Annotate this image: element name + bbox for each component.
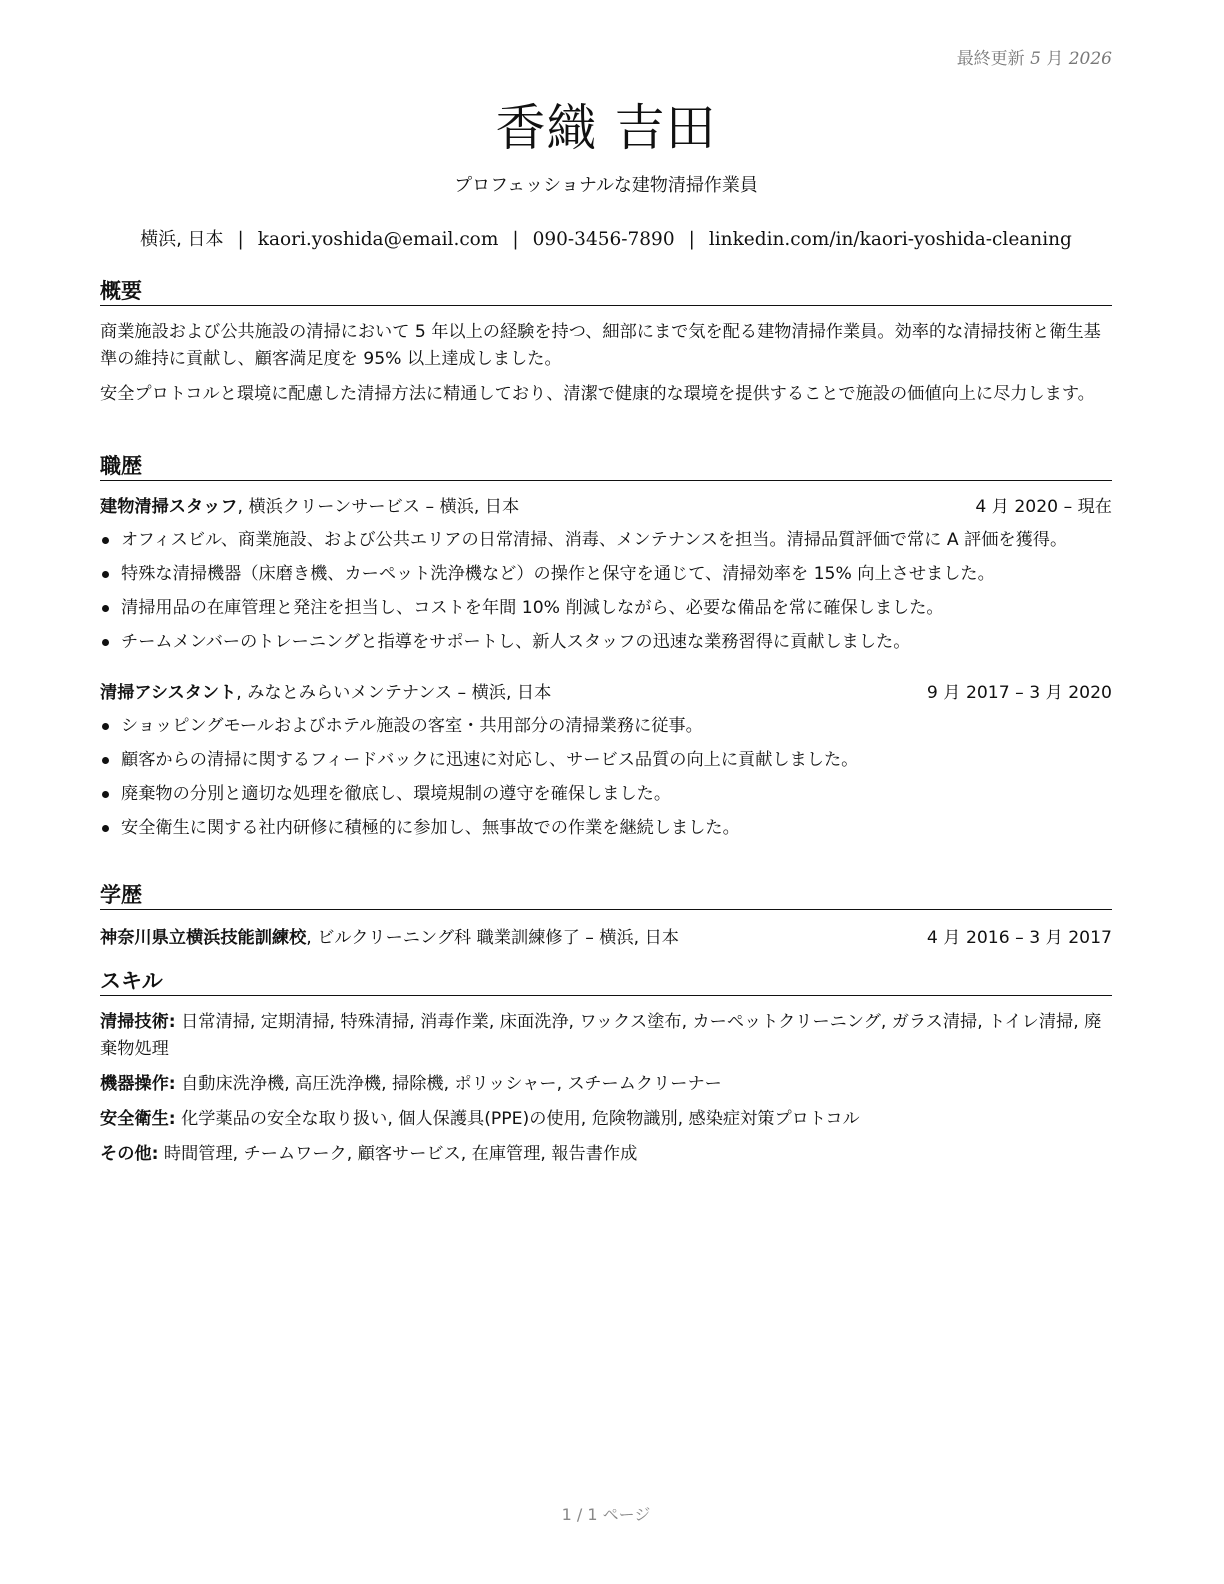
job-role: 建物清掃スタッフ [100,497,238,517]
last-updated-year: 2026 [1068,49,1112,69]
job-bullets [100,713,1112,842]
last-updated-label: 最終更新 [956,49,1025,69]
contact-linkedin[interactable]: linkedin.com/in/kaori-yoshida-cleaning [708,229,1072,250]
skill-row [100,1106,1112,1133]
contact-separator: | [237,229,244,250]
contact-line [100,225,1112,251]
summary-title: 概要 [100,277,1112,306]
job-company: , みなとみらいメンテナンス – 横浜, 日本 [236,683,552,703]
skill-value: 化学薬品の安全な取り扱い, 個人保護具(PPE)の使用, 危険物識別, 感染症対策プロトコル [175,1109,860,1129]
bullet-icon [102,537,109,544]
resume-page [100,0,1112,1584]
skill-label: 安全衛生: [100,1109,176,1129]
job-company: , 横浜クリーンサービス – 横浜, 日本 [237,497,520,517]
list-item [100,595,1112,622]
candidate-name: 香織 吉田 [495,99,717,157]
education-title: 学歴 [100,881,1112,910]
skills-section [100,967,1112,1168]
summary-paragraph: 商業施設および公共施設の清掃において 5 年以上の経験を持つ、細部にまで気を配る建物清掃作業員。効率的な清掃技術と衛生基準の維持に貢献し、顧客満足度を 95% 以上達成しました。 [100,322,1101,369]
job-header [100,680,1112,707]
contact-location: 横浜, 日本 [140,229,224,250]
list-item [100,815,1112,842]
list-item [100,527,1112,554]
bullet-text: チームメンバーのトレーニングと指導をサポートし、新人スタッフの迅速な業務習得に貢献しました。 [121,632,911,652]
contact-phone: 090-3456-7890 [532,229,675,250]
bullet-text: 廃棄物の分別と適切な処理を徹底し、環境規制の遵守を確保しました。 [121,784,672,804]
bullet-text: 清掃用品の在庫管理と発注を担当し、コストを年間 10% 削減しながら、必要な備品を常に確保しました。 [121,598,944,618]
job-dates: 4 月 2020 – 現在 [975,497,1112,517]
bullet-text: 特殊な清掃機器（床磨き機、カーペット洗浄機など）の操作と保守を通じて、清掃効率を 15% 向上させました。 [121,564,995,584]
education-dates: 4 月 2016 – 3 月 2017 [926,928,1112,948]
skill-label: その他: [100,1144,159,1164]
summary-section [100,277,1112,408]
contact-email[interactable]: kaori.yoshida@email.com [257,229,499,250]
job-role: 清掃アシスタント [100,683,237,703]
bullet-icon [102,723,109,730]
bullet-text: ショッピングモールおよびホテル施設の客室・共用部分の清掃業務に従事。 [121,716,703,736]
skill-value: 自動床洗浄機, 高圧洗浄機, 掃除機, ポリッシャー, スチームクリーナー [175,1074,722,1094]
education-section [100,881,1112,952]
education-entry [100,925,1112,952]
contact-separator: | [688,229,695,250]
contact-separator: | [512,229,519,250]
education-program: , ビルクリーニング科 職業訓練修了 – 横浜, 日本 [306,928,679,948]
bullet-text: 安全衛生に関する社内研修に積極的に参加し、無事故での作業を継続しました。 [121,818,740,838]
summary-paragraph: 安全プロトコルと環境に配慮した清掃方法に精通しており、清潔で健康的な環境を提供することで施設の価値向上に尽力します。 [100,384,1095,404]
last-updated-month-unit: 月 [1046,49,1064,69]
list-item [100,629,1112,656]
last-updated [957,44,1112,69]
bullet-icon [102,571,109,578]
list-item [100,747,1112,774]
last-updated-month: 5 [1030,49,1041,69]
skill-label: 清掃技術: [100,1012,176,1032]
experience-section [100,452,1112,842]
education-school: 神奈川県立横浜技能訓練校 [100,928,307,948]
job-entry [100,494,1112,656]
list-item [100,781,1112,808]
bullet-icon [102,639,109,646]
bullet-icon [102,757,109,764]
job-header [100,494,1112,521]
page-indicator: 1 / 1 ページ [561,1505,651,1524]
skill-row [100,1009,1112,1063]
bullet-text: 顧客からの清掃に関するフィードバックに迅速に対応し、サービス品質の向上に貢献しました。 [121,750,859,770]
bullet-icon [102,605,109,612]
bullet-icon [102,825,109,832]
job-bullets [100,527,1112,656]
skill-value: 日常清掃, 定期清掃, 特殊清掃, 消毒作業, 床面洗浄, ワックス塗布, カーペットクリーニング, ガラス清掃, トイレ清掃, 廃棄物処理 [100,1012,1102,1059]
skill-row [100,1141,1112,1168]
candidate-subtitle: プロフェッショナルな建物清掃作業員 [454,175,758,196]
experience-title: 職歴 [100,452,1112,481]
list-item [100,561,1112,588]
job-dates: 9 月 2017 – 3 月 2020 [926,683,1112,703]
skill-row [100,1071,1112,1098]
bullet-icon [102,791,109,798]
bullet-text: オフィスビル、商業施設、および公共エリアの日常清掃、消毒、メンテナンスを担当。清掃品質評価で常に A 評価を獲得。 [121,530,1068,550]
job-entry [100,680,1112,842]
skills-title: スキル [100,967,1112,996]
list-item [100,713,1112,740]
skill-value: 時間管理, チームワーク, 顧客サービス, 在庫管理, 報告書作成 [158,1144,638,1164]
skill-label: 機器操作: [100,1074,176,1094]
